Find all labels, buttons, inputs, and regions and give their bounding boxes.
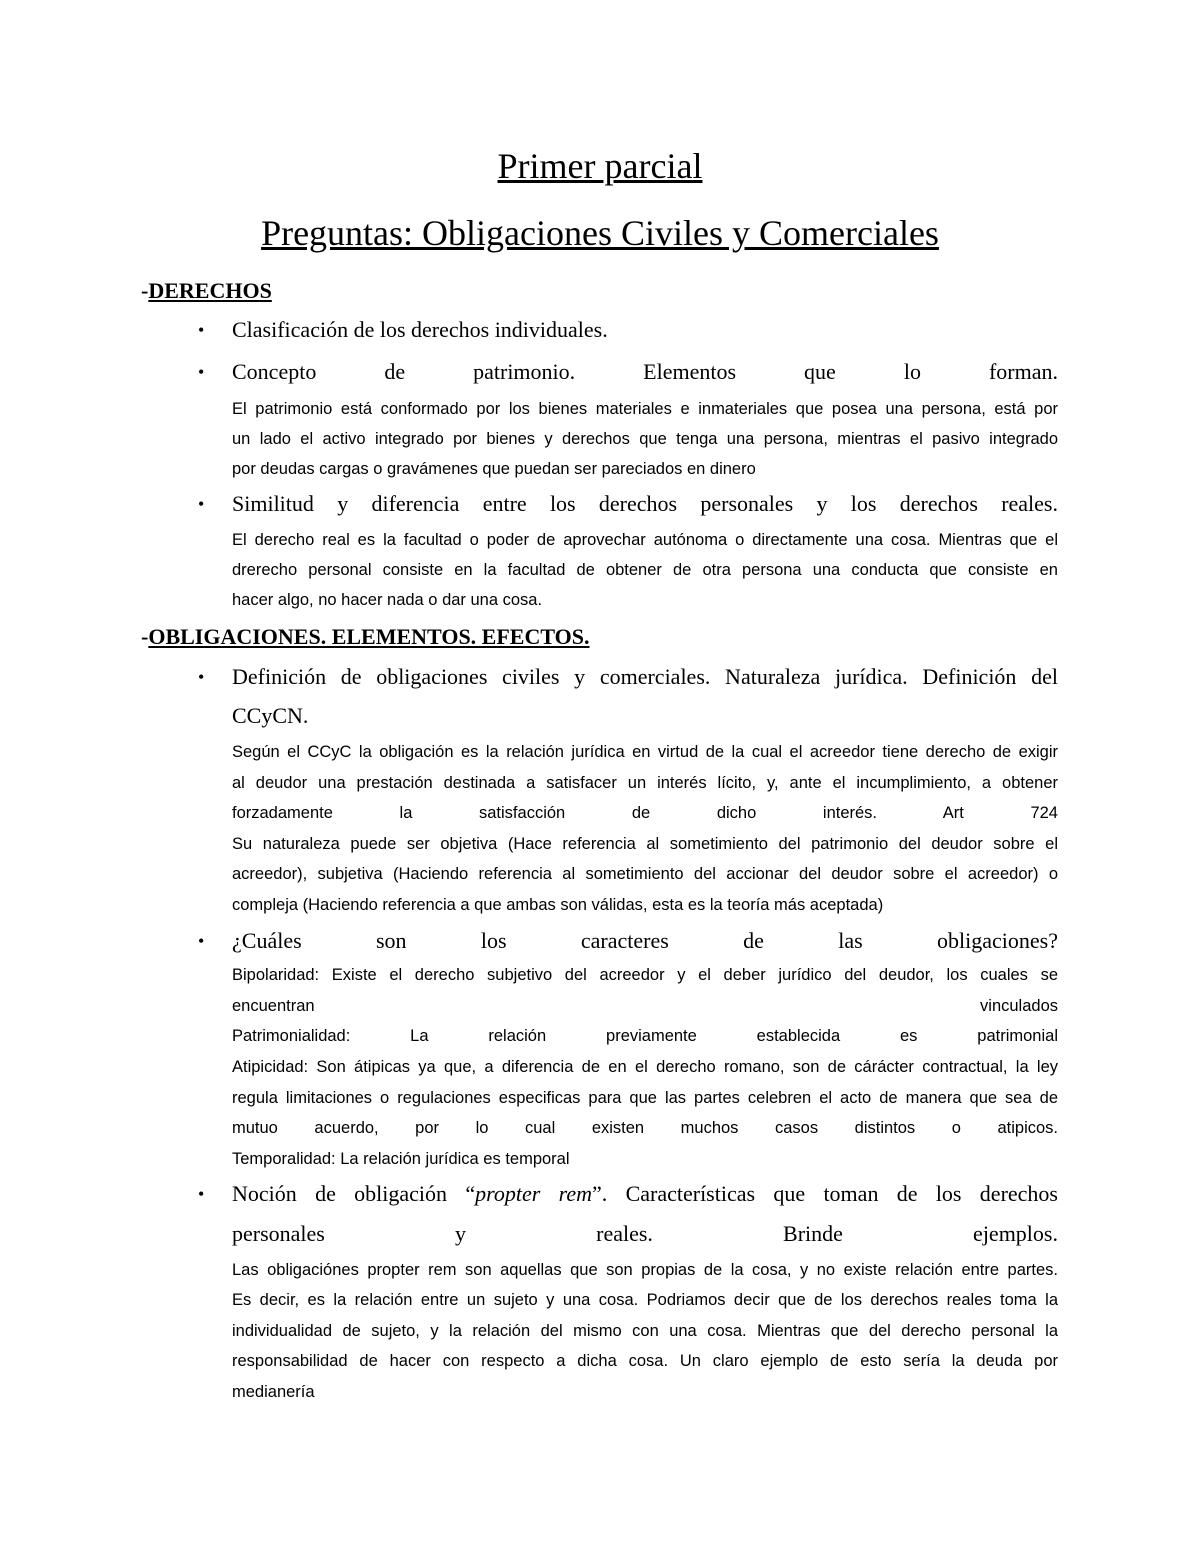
- section-dash: -: [141, 624, 149, 649]
- question-6-text: Noción de obligación “: [232, 1181, 476, 1206]
- answer-2-line: por deudas cargas o gravámenes que puedan ser pareciados en dinero: [232, 460, 756, 478]
- answer-3-line: hacer algo, no hacer nada o dar una cosa.: [232, 591, 543, 609]
- answer-5-line: mutuo acuerdo, por lo cual existen muchos casos distintos o atipicos.: [232, 1119, 1058, 1137]
- bullet-marker: •: [198, 494, 205, 514]
- question-1: Clasificación de los derechos individuales.: [232, 317, 608, 342]
- section-label: OBLIGACIONES. ELEMENTOS. EFECTOS.: [148, 624, 590, 649]
- answer-6-line: medianería: [232, 1383, 315, 1401]
- question-4-line: Definición de obligaciones civiles y comerciales. Naturaleza jurídica. Definición del: [232, 664, 1058, 689]
- question-4-line: CCyCN.: [232, 703, 309, 728]
- answer-4-line: forzadamente la satisfacción de dicho interés. Art 724: [232, 804, 1058, 822]
- bullet-marker: •: [198, 362, 205, 382]
- answer-4-line: Su naturaleza puede ser objetiva (Hace referencia al sometimiento del patrimonio del deudor sobre el: [232, 835, 1058, 853]
- question-2: Concepto de patrimonio. Elementos que lo forman.: [232, 359, 1058, 384]
- question-3: Similitud y diferencia entre los derechos personales y los derechos reales.: [232, 491, 1058, 516]
- question-6-line: personales y reales. Brinde ejemplos.: [232, 1221, 1058, 1246]
- answer-4-line: al deudor una prestación destinada a satisfacer un interés lícito, y, ante el incumplimiento, a obtener: [232, 774, 1058, 792]
- question-6-text: ”. Características que toman de los derechos: [592, 1181, 1058, 1206]
- answer-6-line: Las obligaciónes propter rem son aquellas que son propias de la cosa, y no existe relación entre partes.: [232, 1261, 1058, 1279]
- answer-3-line: drerecho personal consiste en la facultad de obtener de otra persona una conducta que consiste en: [232, 561, 1058, 579]
- answer-4-line: acreedor), subjetiva (Haciendo referencia al sometimiento del accionar del deudor sobre el acreedor) o: [232, 865, 1058, 883]
- bullet-marker: •: [198, 667, 205, 687]
- answer-2-line: un lado el activo integrado por bienes y derechos que tenga una persona, mientras el pasivo integrado: [232, 430, 1058, 448]
- section-heading-obligaciones: [141, 624, 589, 650]
- answer-5-line: Temporalidad: La relación jurídica es temporal: [232, 1150, 570, 1168]
- answer-4-line: compleja (Haciendo referencia a que ambas son válidas, esta es la teoría más aceptada): [232, 896, 884, 914]
- answer-5-line: Atipicidad: Son átipicas ya que, a diferencia de en el derecho romano, son de cárácter contractual, la ley: [232, 1058, 1058, 1076]
- answer-5-line: Patrimonialidad: La relación previamente establecida es patrimonial: [232, 1027, 1058, 1045]
- bullet-marker: •: [198, 320, 205, 340]
- answer-6-line: responsabilidad de hacer con respecto a dicha cosa. Un claro ejemplo de esto sería la deuda por: [232, 1352, 1058, 1370]
- answer-5-line: vinculados: [980, 997, 1058, 1015]
- answer-4-line: Según el CCyC la obligación es la relación jurídica en virtud de la cual el acreedor tiene derecho de exigir: [232, 743, 1058, 761]
- bullet-marker: •: [198, 931, 205, 951]
- page-title: Primer parcial: [497, 146, 703, 186]
- answer-5-line: Bipolaridad: Existe el derecho subjetivo del acreedor y el deber jurídico del deudor, los cuales se: [232, 966, 1058, 984]
- question-5: ¿Cuáles son los caracteres de las obligaciones?: [232, 928, 1058, 953]
- answer-2-line: El patrimonio está conformado por los bienes materiales e inmateriales que posea una persona, está por: [232, 400, 1058, 418]
- answer-5-line: regula limitaciones o regulaciones especificas para que las partes celebren el acto de manera que sea de: [232, 1089, 1058, 1107]
- answer-3-line: El derecho real es la facultad o poder de aprovechar autónoma o directamente una cosa. Mientras que el: [232, 531, 1058, 549]
- question-6-line: [232, 1181, 1058, 1207]
- answer-6-line: individualidad de sujeto, y la relación del mismo con una cosa. Mientras que del derecho personal la: [232, 1322, 1058, 1340]
- answer-5-line: encuentran: [232, 997, 315, 1015]
- section-dash: -: [141, 278, 149, 303]
- question-6-italic: propter rem: [475, 1181, 592, 1206]
- section-label: DERECHOS: [148, 278, 272, 303]
- page-subtitle: Preguntas: Obligaciones Civiles y Comerciales: [261, 213, 939, 253]
- section-heading-derechos: [141, 278, 272, 304]
- answer-6-line: Es decir, es la relación entre un sujeto y una cosa. Podriamos decir que de los derechos reales toma la: [232, 1291, 1058, 1309]
- bullet-marker: •: [198, 1184, 205, 1204]
